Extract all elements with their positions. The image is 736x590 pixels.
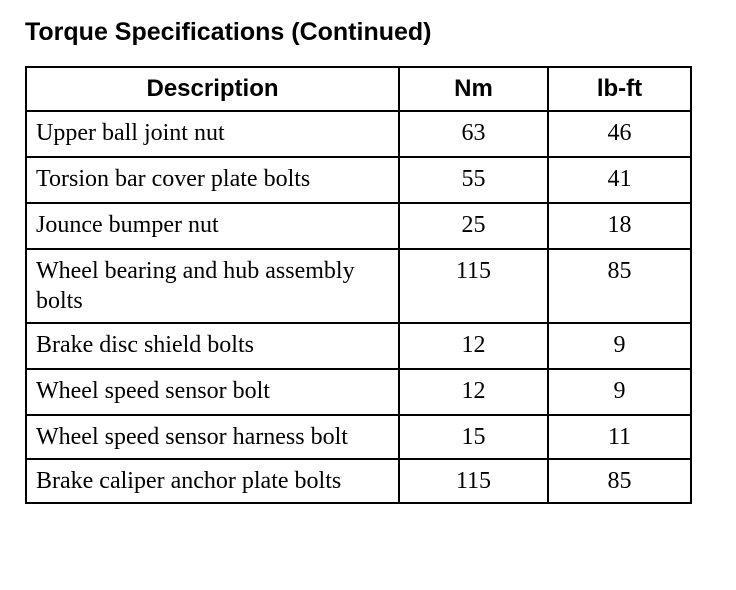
table-row <box>26 111 691 157</box>
document-title: Torque Specifications (Continued) <box>25 18 432 46</box>
cell-description: Wheel speed sensor bolt <box>26 369 399 415</box>
table-row <box>26 459 691 503</box>
cell-description: Jounce bumper nut <box>26 203 399 249</box>
cell-lbft: 11 <box>548 415 691 459</box>
table-header-row <box>26 67 691 111</box>
table-row <box>26 157 691 203</box>
table-row <box>26 323 691 369</box>
cell-lbft: 9 <box>548 369 691 415</box>
cell-nm: 115 <box>399 459 548 503</box>
torque-spec-table <box>25 66 692 504</box>
cell-lbft: 85 <box>548 459 691 503</box>
table-row <box>26 415 691 459</box>
cell-lbft: 41 <box>548 157 691 203</box>
cell-nm: 55 <box>399 157 548 203</box>
cell-nm: 12 <box>399 323 548 369</box>
cell-nm: 25 <box>399 203 548 249</box>
cell-lbft: 85 <box>548 249 691 323</box>
cell-lbft: 9 <box>548 323 691 369</box>
cell-nm: 15 <box>399 415 548 459</box>
cell-description: Upper ball joint nut <box>26 111 399 157</box>
cell-description: Brake caliper anchor plate bolts <box>26 459 399 503</box>
cell-description: Wheel speed sensor harness bolt <box>26 415 399 459</box>
cell-description: Torsion bar cover plate bolts <box>26 157 399 203</box>
cell-lbft: 18 <box>548 203 691 249</box>
cell-nm: 63 <box>399 111 548 157</box>
table-row <box>26 203 691 249</box>
cell-description: Wheel bearing and hub assembly bolts <box>26 249 399 323</box>
table-row <box>26 249 691 323</box>
cell-nm: 12 <box>399 369 548 415</box>
column-header-nm: Nm <box>399 67 548 111</box>
table-row <box>26 369 691 415</box>
cell-lbft: 46 <box>548 111 691 157</box>
cell-nm: 115 <box>399 249 548 323</box>
cell-description: Brake disc shield bolts <box>26 323 399 369</box>
column-header-description: Description <box>26 67 399 111</box>
column-header-lbft: lb-ft <box>548 67 691 111</box>
